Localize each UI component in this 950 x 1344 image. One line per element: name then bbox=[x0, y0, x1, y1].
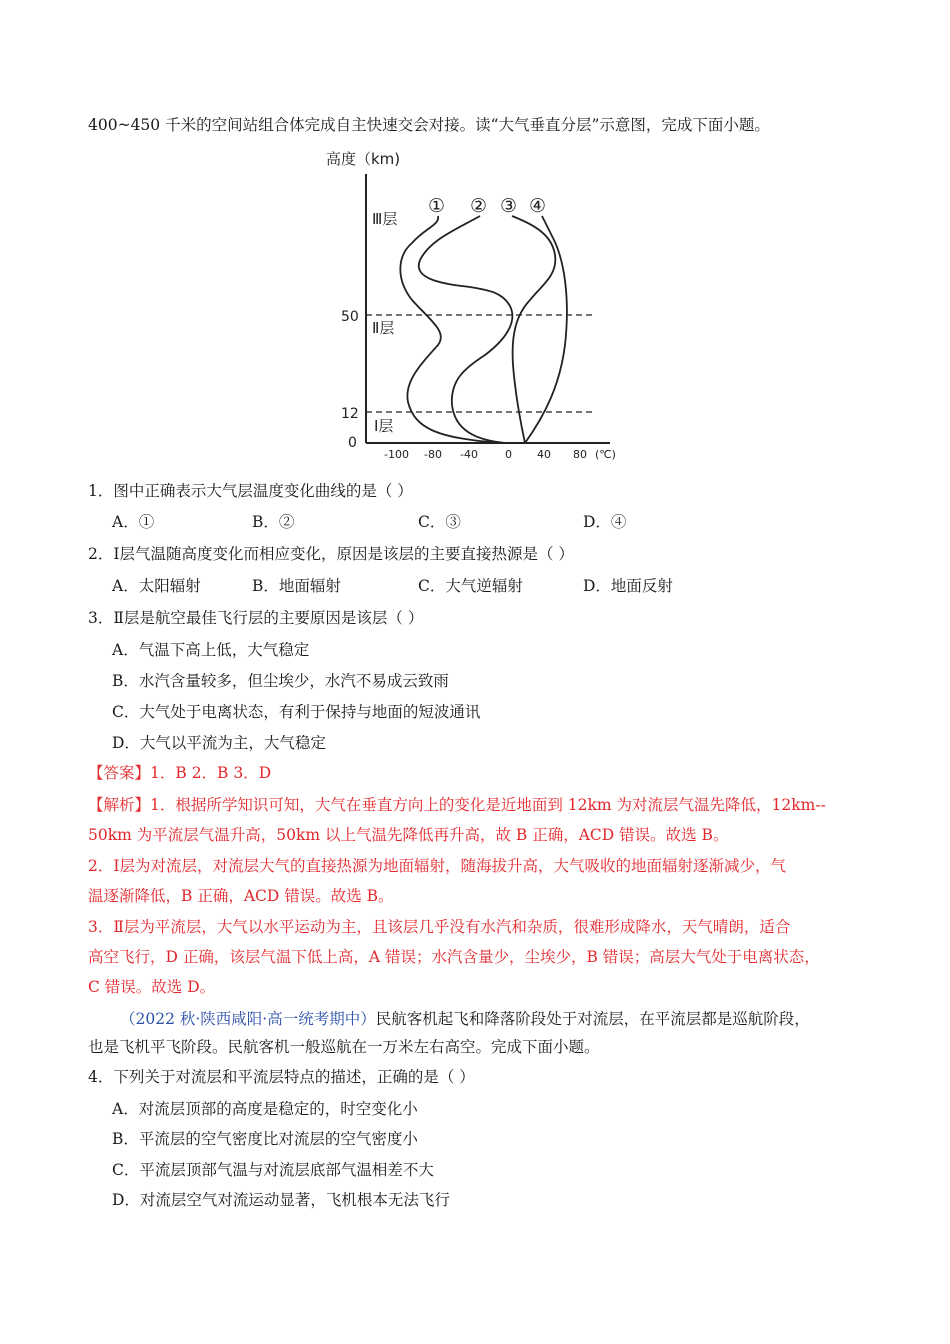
curve-label-1: ① bbox=[428, 195, 446, 217]
analysis-line-4: 温逐渐降低，B 正确，ACD 错误。故选 B。 bbox=[88, 887, 394, 905]
analysis-label: 【解析】 bbox=[88, 796, 151, 814]
answer-line bbox=[88, 762, 271, 784]
q2-option-a[interactable]: A．太阳辐射 bbox=[112, 577, 201, 595]
curve-1 bbox=[400, 216, 500, 443]
q2-option-c[interactable]: C．大气逆辐射 bbox=[418, 577, 523, 595]
x-tick: 0 bbox=[505, 448, 512, 461]
layer-3-label: Ⅲ层 bbox=[372, 210, 398, 228]
x-tick: -80 bbox=[424, 448, 442, 461]
passage-2-text-1: 民航客机起飞和降落阶段处于对流层，在平流层都是巡航阶段， bbox=[375, 1010, 810, 1028]
analysis-line-5: 3．Ⅱ层为平流层，大气以水平运动为主，且该层几乎没有水汽和杂质，很难形成降水，天气晴朗，适合 bbox=[88, 918, 791, 936]
y-tick-0: 0 bbox=[348, 435, 357, 451]
y-tick-12: 12 bbox=[341, 406, 359, 422]
q4-option-b[interactable]: B．平流层的空气密度比对流层的空气密度小 bbox=[112, 1130, 418, 1148]
x-tick: -40 bbox=[460, 448, 478, 461]
passage-source: （2022 秋·陕西咸阳·高一统考期中） bbox=[120, 1010, 376, 1028]
x-tick: 80 bbox=[573, 448, 587, 461]
y-axis-label: 高度（km) bbox=[326, 150, 401, 168]
analysis-line-3: 2．Ⅰ层为对流层，对流层大气的直接热源为地面辐射，随海拔升高，大气吸收的地面辐射逐渐减少，气 bbox=[88, 857, 786, 875]
q2-option-d[interactable]: D．地面反射 bbox=[583, 577, 673, 595]
q4-option-d[interactable]: D．对流层空气对流运动显著，飞机根本无法飞行 bbox=[112, 1191, 450, 1209]
q3-option-a[interactable]: A．气温下高上低，大气稳定 bbox=[112, 641, 310, 659]
intro-text: 400~450 千米的空间站组合体完成自主快速交会对接。读“大气垂直分层”示意图，完成下面小题。 bbox=[88, 116, 770, 134]
diagram-svg bbox=[320, 140, 630, 470]
q2-option-b[interactable]: B．地面辐射 bbox=[252, 577, 341, 595]
answer-label: 【答案】 bbox=[88, 764, 151, 782]
q1-option-a[interactable]: A．① bbox=[112, 513, 155, 531]
analysis-line-7: C 错误。故选 D。 bbox=[88, 978, 216, 996]
answer-text: 1．B 2．B 3．D bbox=[150, 764, 272, 782]
question-4-stem: 4．下列关于对流层和平流层特点的描述，正确的是（ ） bbox=[88, 1068, 475, 1086]
question-3-stem: 3．Ⅱ层是航空最佳飞行层的主要原因是该层（ ） bbox=[88, 609, 424, 627]
curve-label-4: ④ bbox=[529, 195, 547, 217]
passage-2-line-2: 也是飞机平飞阶段。民航客机一般巡航在一万米左右高空。完成下面小题。 bbox=[88, 1038, 600, 1056]
atmosphere-layer-diagram bbox=[320, 140, 630, 470]
layer-1-label: Ⅰ层 bbox=[374, 417, 394, 435]
curve-label-2: ② bbox=[470, 195, 488, 217]
q3-option-c[interactable]: C．大气处于电离状态，有利于保持与地面的短波通讯 bbox=[112, 703, 481, 721]
passage-2-line-1 bbox=[120, 1008, 810, 1030]
x-tick: -100 bbox=[384, 448, 409, 461]
analysis-line-6: 高空飞行，D 正确，该层气温下低上高，A 错误；水汽含量少，尘埃少，B 错误；高层大气处于电离状态， bbox=[88, 948, 820, 966]
y-tick-50: 50 bbox=[341, 309, 359, 325]
curve-label-3: ③ bbox=[500, 195, 518, 217]
question-1-stem: 1．图中正确表示大气层温度变化曲线的是（ ） bbox=[88, 482, 413, 500]
x-tick: 40 bbox=[537, 448, 551, 461]
q4-option-a[interactable]: A．对流层顶部的高度是稳定的，时空变化小 bbox=[112, 1100, 418, 1118]
question-2-stem: 2．Ⅰ层气温随高度变化而相应变化，原因是该层的主要直接热源是（ ） bbox=[88, 545, 574, 563]
q3-option-b[interactable]: B．水汽含量较多，但尘埃少，水汽不易成云致雨 bbox=[112, 672, 449, 690]
q1-option-d[interactable]: D．④ bbox=[583, 513, 627, 531]
curve-3 bbox=[512, 216, 555, 443]
q3-option-d[interactable]: D．大气以平流为主，大气稳定 bbox=[112, 734, 326, 752]
analysis-line-2: 50km 为平流层气温升高，50km 以上气温先降低再升高，故 B 正确，ACD 错误。故选 B。 bbox=[88, 826, 729, 844]
q1-option-b[interactable]: B．② bbox=[252, 513, 295, 531]
curve-4 bbox=[525, 216, 567, 443]
layer-2-label: Ⅱ层 bbox=[372, 319, 395, 337]
curve-2 bbox=[419, 216, 513, 443]
q1-option-c[interactable]: C．③ bbox=[418, 513, 461, 531]
x-axis-unit: (℃) bbox=[595, 448, 616, 461]
analysis-line-1 bbox=[88, 794, 826, 816]
analysis-text-1: 1．根据所学知识可知，大气在垂直方向上的变化是近地面到 12km 为对流层气温先降低，12km-- bbox=[150, 796, 826, 814]
q4-option-c[interactable]: C．平流层顶部气温与对流层底部气温相差不大 bbox=[112, 1161, 434, 1179]
